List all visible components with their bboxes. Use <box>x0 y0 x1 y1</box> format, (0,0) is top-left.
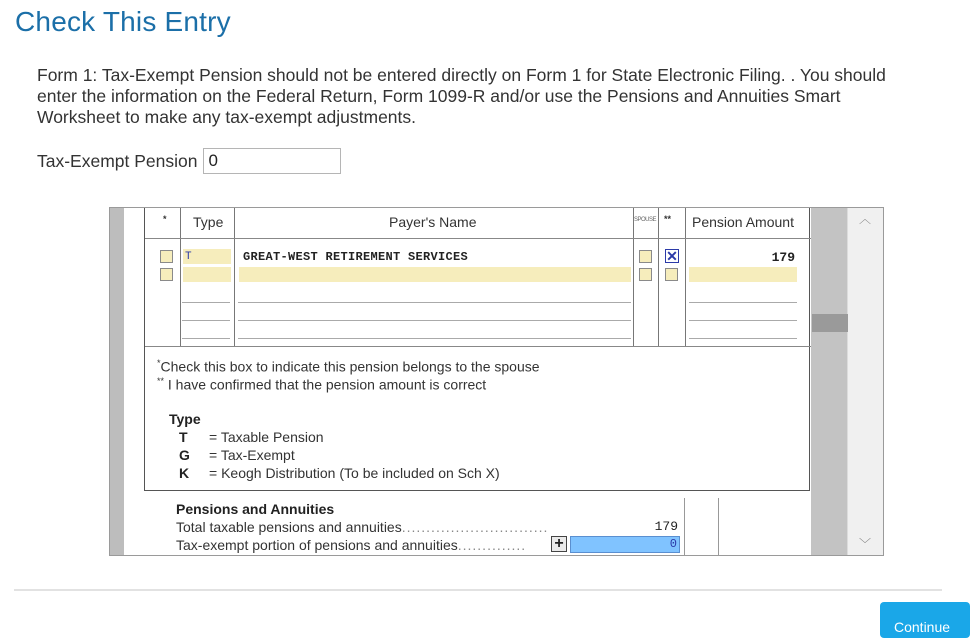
spouse-checkbox[interactable] <box>160 250 173 263</box>
grid-line <box>145 238 811 239</box>
right-margin <box>811 208 847 555</box>
continue-button[interactable]: Continue <box>880 602 970 638</box>
confirmed-checkbox-checked[interactable]: ✕ <box>666 248 678 264</box>
type-field[interactable] <box>183 267 231 282</box>
spouse-tiny-header: SPOUSE <box>634 217 657 223</box>
payer-header: Payer's Name <box>389 214 477 230</box>
payer-name: GREAT-WEST RETIREMENT SERVICES <box>243 250 469 264</box>
divider <box>14 589 942 591</box>
grid-line <box>684 498 685 555</box>
grid-line <box>238 302 631 303</box>
form-preview <box>109 207 884 556</box>
amount-header: Pension Amount <box>692 214 794 230</box>
message-line: Form 1: Tax-Exempt Pension should not be entered directly on Form 1 for State Electronic Filing. . You should <box>37 65 886 85</box>
grid-line <box>145 346 811 347</box>
grid-line <box>689 338 797 339</box>
tax-exempt-pension-row <box>37 148 341 174</box>
total-taxable-value: 179 <box>654 519 678 534</box>
tax-exempt-portion-field[interactable]: 0 <box>570 536 680 553</box>
legend-code: K <box>179 465 190 481</box>
grid-line <box>689 302 797 303</box>
grid-line <box>689 320 797 321</box>
grid-line <box>238 320 631 321</box>
pensions-title: Pensions and Annuities <box>176 501 335 517</box>
note-text: Check this box to indicate this pension belongs to the spouse <box>160 358 540 375</box>
grid-line <box>238 338 631 339</box>
leader-dots: .............................. <box>401 519 549 535</box>
legend-item <box>179 465 500 481</box>
leader-dots: .............. <box>457 537 527 553</box>
warning-message <box>37 65 977 128</box>
type-value: T <box>185 251 192 263</box>
tax-exempt-pension-label: Tax-Exempt Pension <box>37 150 198 171</box>
spouse-header: * <box>163 214 167 224</box>
grid-line <box>182 338 230 339</box>
plus-icon[interactable]: + <box>551 536 567 552</box>
legend-code: G <box>179 447 190 463</box>
tax-exempt-label: Tax-exempt portion of pensions and annuities <box>176 537 458 553</box>
vertical-scrollbar[interactable] <box>847 208 883 555</box>
confirmed-header: ** <box>664 214 672 224</box>
legend-code: T <box>179 429 188 445</box>
amount-field[interactable] <box>689 267 797 282</box>
confirmed-checkbox[interactable] <box>665 268 678 281</box>
legend-title: Type <box>169 411 201 427</box>
tax-exempt-pension-input[interactable] <box>203 148 341 174</box>
scroll-marker <box>812 314 848 332</box>
spouse-note <box>157 358 540 375</box>
note-mark: * <box>157 358 161 368</box>
grid-line <box>658 208 659 346</box>
pension-table <box>144 208 810 491</box>
legend-item <box>179 429 324 445</box>
chevron-down-icon[interactable]: ﹀ <box>858 537 871 551</box>
tax-exempt-row <box>176 537 526 553</box>
total-taxable-label: Total taxable pensions and annuities <box>176 519 402 535</box>
chevron-up-icon[interactable]: ︿ <box>858 212 871 226</box>
note-text: I have confirmed that the pension amount is correct <box>167 376 487 393</box>
grid-line <box>182 302 230 303</box>
grid-line <box>182 320 230 321</box>
type-header: Type <box>193 214 224 230</box>
grid-line <box>180 208 181 346</box>
spouse-checkbox-2[interactable] <box>639 250 652 263</box>
legend-desc: = Keogh Distribution (To be included on Sch X) <box>209 465 500 481</box>
legend-desc: = Taxable Pension <box>209 429 324 445</box>
grid-line <box>685 208 686 346</box>
confirmed-note <box>157 376 486 393</box>
grid-line <box>633 208 634 346</box>
grid-line <box>234 208 235 346</box>
left-margin <box>110 208 124 555</box>
message-line: enter the information on the Federal Return, Form 1099-R and/or use the Pensions and Annuities Smart <box>37 86 841 106</box>
grid-line <box>718 498 719 555</box>
total-taxable-row <box>176 519 548 535</box>
spouse-checkbox-2[interactable] <box>639 268 652 281</box>
message-line: Worksheet to make any tax-exempt adjustments. <box>37 107 417 127</box>
pension-amount: 179 <box>771 250 795 265</box>
note-mark: ** <box>157 376 165 386</box>
spouse-checkbox[interactable] <box>160 268 173 281</box>
legend-desc: = Tax-Exempt <box>209 447 295 463</box>
page-title: Check This Entry <box>15 6 231 37</box>
legend-item <box>179 447 295 463</box>
payer-field[interactable] <box>239 267 631 282</box>
